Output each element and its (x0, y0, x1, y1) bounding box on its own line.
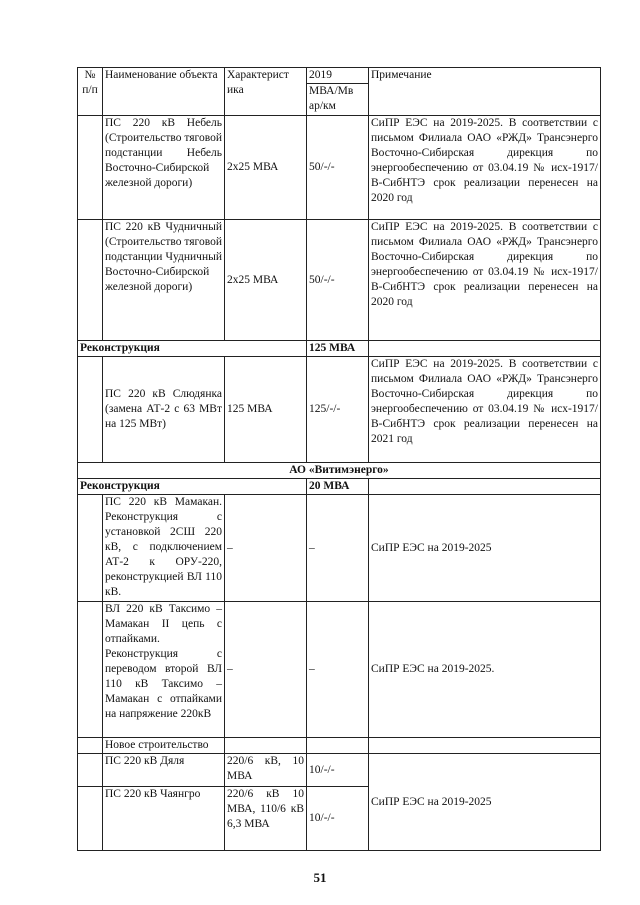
row-char: 125 МВА (225, 357, 307, 463)
section-reconstruction: Реконструкция (78, 479, 307, 495)
row-name: ПС 220 кВ Слюдянка (замена АТ-2 с 63 МВт на 125 МВт) (103, 357, 225, 463)
page-number: 51 (313, 870, 327, 885)
section-value: 125 МВА (307, 341, 369, 357)
row-num (78, 116, 103, 220)
row-num (78, 357, 103, 463)
row-name: ВЛ 220 кВ Таксимо – Мамакан II цепь с отпайками. Реконструкция с переводом второй ВЛ 110 кВ Таксимо – Мамакан с отпайками на напряжение 220кВ (103, 602, 225, 738)
row-char: 220/6 кВ 10 МВА, 110/6 кВ 6,3 МВА (225, 787, 307, 851)
row-note: СиПР ЕЭС на 2019-2025. В соответствии с письмом Филиала ОАО «РЖД» Трансэнерго Восточно-Сибирская дирекция по энергообеспечению от 03.04.19 № исх-1917/В-СибНТЭ срок реализации перенесен на 2020 год (369, 116, 601, 220)
row-note: СиПР ЕЭС на 2019-2025. В соответствии с письмом Филиала ОАО «РЖД» Трансэнерго Восточно-Сибирская дирекция по энергообеспечению от 03.04.19 № исх-1917/В-СибНТЭ срок реализации перенесен на 2021 год (369, 357, 601, 463)
row-note: СиПР ЕЭС на 2019-2025 (369, 495, 601, 602)
row-value: – (307, 495, 369, 602)
row-num (78, 220, 103, 341)
row-char: – (225, 602, 307, 738)
table-row (78, 220, 601, 341)
subsection-row (78, 738, 601, 754)
table-row (78, 357, 601, 463)
row-value: 50/-/- (307, 220, 369, 341)
table-row (78, 495, 601, 602)
row-note: СиПР ЕЭС на 2019-2025 (369, 754, 601, 851)
company-heading: АО «Витимэнерго» (78, 463, 601, 479)
section-value: 20 МВА (307, 479, 369, 495)
row-note: СиПР ЕЭС на 2019-2025. (369, 602, 601, 738)
row-char: 2х25 МВА (225, 220, 307, 341)
row-name: ПС 220 кВ Небель (Строительство тяговой подстанции Небель Восточно-Сибирской железной дороги) (103, 116, 225, 220)
row-value: 10/-/- (307, 754, 369, 787)
table-row (78, 602, 601, 738)
row-num (78, 602, 103, 738)
investment-table (77, 67, 601, 851)
row-note: СиПР ЕЭС на 2019-2025. В соответствии с письмом Филиала ОАО «РЖД» Трансэнерго Восточно-Сибирская дирекция по энергообеспечению от 03.04.19 № исх-1917/В-СибНТЭ срок реализации перенесен на 2020 год (369, 220, 601, 341)
row-value: 50/-/- (307, 116, 369, 220)
row-char: 220/6 кВ, 10 МВА (225, 754, 307, 787)
table-row (78, 116, 601, 220)
row-name: ПС 220 кВ Дяля (103, 754, 225, 787)
section-new-construction: Новое строительство (103, 738, 225, 754)
header-char: Характерист ика (225, 68, 307, 116)
row-name: ПС 220 кВ Чаянгро (103, 787, 225, 851)
row-name: ПС 220 кВ Мамакан. Реконструкция с установкой 2СШ 220 кВ, с подключением АТ-2 к ОРУ-220, реконструкцией ВЛ 110 кВ. (103, 495, 225, 602)
table-row (78, 754, 601, 787)
company-row (78, 463, 601, 479)
row-char: 2х25 МВА (225, 116, 307, 220)
section-reconstruction: Реконструкция (78, 341, 307, 357)
header-num: № п/п (78, 68, 103, 116)
row-char: – (225, 495, 307, 602)
section-row (78, 479, 601, 495)
row-num (78, 495, 103, 602)
header-unit: МВА/Мв ар/км (307, 84, 369, 116)
row-value: 125/-/- (307, 357, 369, 463)
row-value: – (307, 602, 369, 738)
header-name: Наименование объекта (103, 68, 225, 116)
header-note: Примечание (369, 68, 601, 116)
row-value: 10/-/- (307, 787, 369, 851)
section-row (78, 341, 601, 357)
row-name: ПС 220 кВ Чудничный (Строительство тяговой подстанции Чудничный Восточно-Сибирской железной дороги) (103, 220, 225, 341)
header-year: 2019 (307, 68, 369, 84)
row-num (78, 787, 103, 851)
row-num (78, 754, 103, 787)
